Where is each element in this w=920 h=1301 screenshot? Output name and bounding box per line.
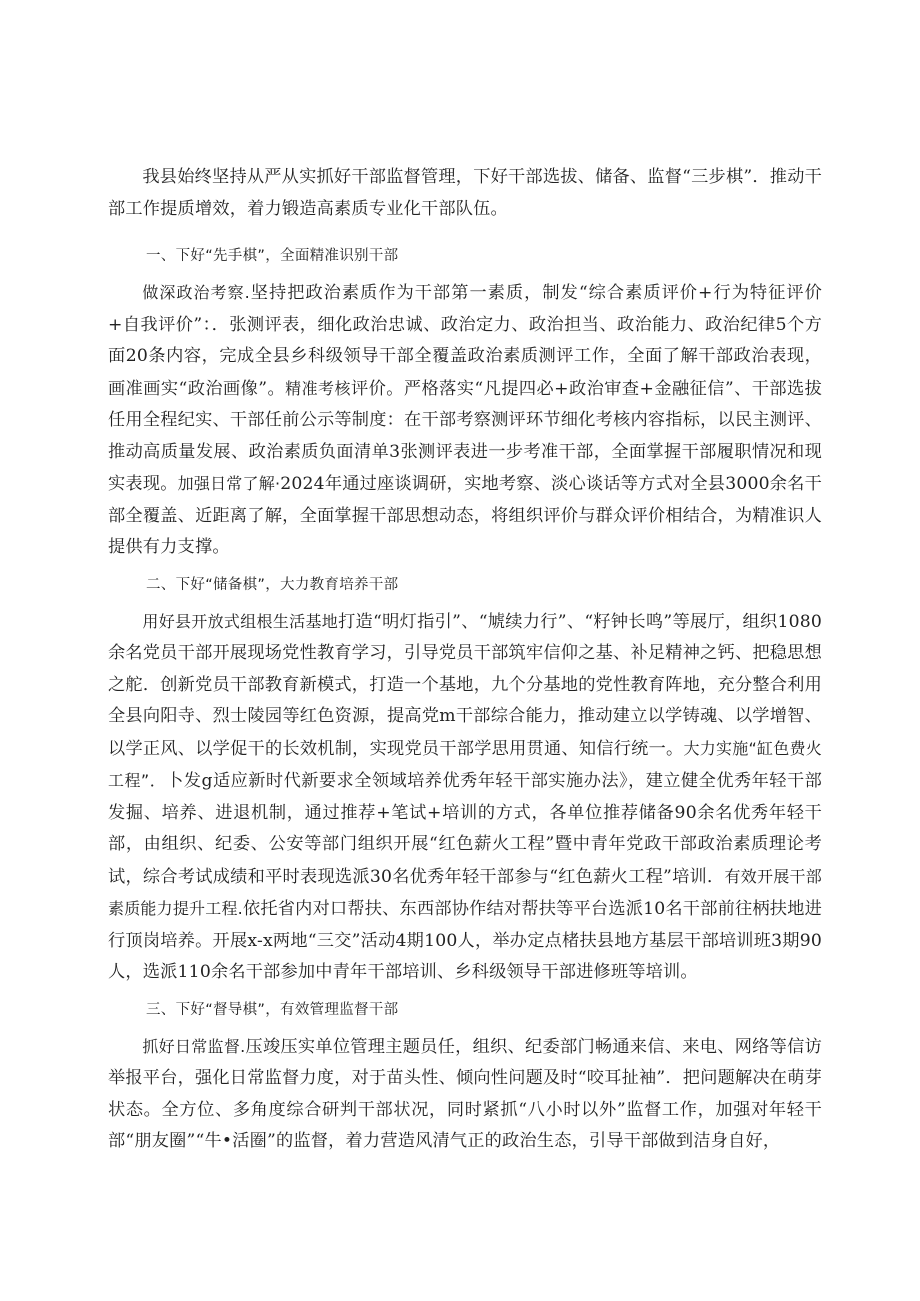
document-body — [108, 162, 822, 1158]
section-1-lead-3: 加强日常了解· — [177, 474, 281, 493]
section-2-heading: 二、下好“储备棋”，大力教育培养干部 — [146, 576, 399, 593]
section-2-paragraph — [108, 606, 822, 989]
section-3-lead-1: 抓好日常监督. — [142, 1036, 246, 1056]
section-2-text-3: 依托省内对口帮扶、东西部协作结对帮扶等平台选派10名干部前往柄扶地进行顶岗培养。开展x-x两地“三交”活动4期100人，举办定点楮扶县地方基层干部培训班3期90人，选派110余名干部参加中青年干部培训、乡科级领导干部进修班等培训。 — [108, 899, 822, 982]
section-1-lead-2: 精准考核 — [285, 378, 351, 398]
section-1-heading: 一、下好“先手棋”，全面精准识别干部 — [146, 248, 399, 264]
section-3-heading: 三、下好“督导棋”，有效管理监督干部 — [146, 1001, 399, 1018]
section-1-text-2: 评价。严格落实“凡提四必+政治审查+金融征信”、干部选拔任用全程纪实、干部任前公示等制度：在干部考察测评环节细化考核内容指标，以民主测评、推动高质量发展、政治素质负面清单3张测评表进一步考准干部，全面掌握干部履职情况和现实表现。 — [108, 378, 822, 494]
section-1-text-1: 坚持把政治素质作为干部第一素质，制发“综合素质评价+行为特征评价+自我评价”：．张测评表，细化政治忠诚、政治定力、政治担当、政治能力、政治纪律5个方面20条内容，完成全县乡科级领导干部全覆盖政治素质测评工作，全面了解干部政治表现，画准画实“政治画像”。 — [108, 283, 822, 399]
section-1-lead-1: 做深政治考察. — [142, 283, 250, 302]
section-1-paragraph — [108, 277, 822, 564]
section-2-lead-3: 有效开展干部素质能力提升工程. — [108, 866, 822, 918]
section-2-lead-2: 大力实施“缸色费火工程”． — [108, 738, 823, 790]
section-3-text-1: 压竣压实单位管理主题员任，组织、纪委部门畅通来信、来电、网络等信访举报平台，强化日常监督力度，对于苗头性、倾向性问题及时“咬耳扯袖”．把问题解决在萌芽状态。全方位、多角度综合研判干部状况，同时紧抓“八小时以外”监督工作，加强对年轻干部“朋友圈”“牛•活圈”的监督，着力营造风清气正的政治生态，引导干部做到洁身自好， — [108, 1036, 822, 1151]
section-2-text-1: 打造“明灯指引”、“虓续力行”、“籽钟长鸣”等展厅，组织1080余名党员干部开展现场党性教育学习，引导党员干部筑牢信仰之基、补足精神之钙、把稳思想之舵．创新党员干部教育新模式，打造一个基地，九个分基地的党性教育阵地，充分整合利用全县向阳寺、烈士陵园等红色资源，提高党m干部综合能力，推动建立以学铸魂、以学增智、以学正风、以学促干的长效机制，实现党员干部学思用贯通、知信行统一。 — [108, 611, 822, 759]
section-2-text-2: 卜发g适应新时代新要求全领域培养优秀年轻干部实施办法》，建立健全优秀年轻干部发掘、培养、进退机制，通过推荐+笔试+培训的方式，各单位推荐储备90余名优秀年轻干部，由组织、纪委、公安等部门组织开展“红色薪火工程”暨中青年党政干部政治素质理论考试，综合考试成绩和平时表现选派30名优秀年轻干部参与“红色薪火工程”培训． — [108, 771, 822, 887]
intro-paragraph: 我县始终坚持从严从实抓好干部监督管理，下好干部选拔、储备、监督“三步棋”．推动干部工作提质增效，着力锻造高素质专业化干部队伍。 — [108, 167, 822, 219]
section-1-text-3: 2024年通过座谈调研，实地考察、淡心谈话等方式对全县3000余名干部全覆盖、近距离了解，全面掌握干部思想动态，将组织评价与群众评价相结合，为精准识人提供有力支撑。 — [108, 474, 822, 557]
section-2-lead-1: 用好县开放式组根生活基地 — [142, 611, 339, 631]
section-3-paragraph — [108, 1031, 822, 1158]
